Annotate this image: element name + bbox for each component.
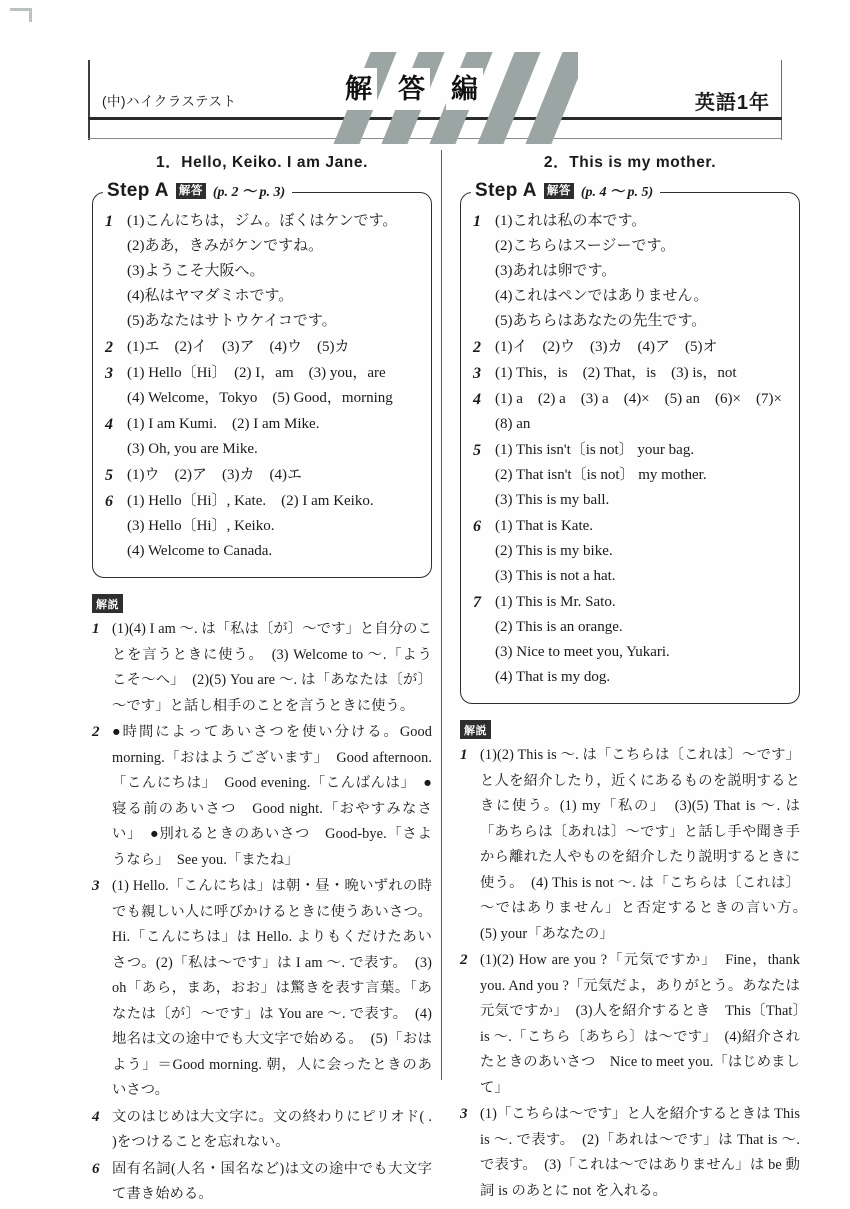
explanation-section [92, 594, 432, 1208]
answer-lines [127, 489, 423, 564]
explanation-text: ●時間によってあいさつを使い分ける。Good morning.「おはようございます」 Good afternoon.「こんにちは」 Good evening.「こんばんは」 ●寝る前のあいさつ Good night.「おやすみなさい」 ●別れるときのあいさつ Good-bye.「さようなら」 See you.「またね」 [112, 724, 432, 868]
unit-title: 1．Hello, Keiko. I am Jane. [155, 154, 368, 171]
answer-line: (1)エ (2)イ (3)ア (4)ウ (5)カ [127, 339, 350, 355]
answer-line: (3) This is not a hat. [495, 568, 616, 584]
answer-line: (1) I am Kumi. (2) I am Mike. [127, 416, 320, 432]
answer-line: (1) This isn't〔is not〕 your bag. [495, 442, 695, 458]
answer-lines [127, 463, 423, 488]
column-left [92, 150, 432, 1209]
answer-line: (5)あなたはサトウケイコです。 [127, 313, 337, 329]
answer-number: 2 [105, 339, 113, 356]
answer-line: (1) That is Kate. [495, 518, 594, 534]
answer-number: 6 [473, 518, 481, 535]
answer-line: (1) This，is (2) That，is (3) is，not [495, 365, 737, 381]
page-header [88, 60, 782, 140]
answer-number: 5 [473, 442, 481, 459]
answer-item [103, 412, 423, 462]
explanation-item [460, 948, 800, 1101]
answer-line: (2) That isn't〔is not〕 my mother. [495, 467, 707, 483]
title-char: 答 [393, 68, 430, 110]
answer-number: 3 [105, 365, 113, 382]
answer-line: (4) That is my dog. [495, 669, 611, 685]
answer-lines [495, 438, 791, 513]
answer-item [103, 335, 423, 360]
answer-number: 4 [473, 391, 481, 408]
answer-lines [495, 514, 791, 589]
explanation-text: (1)「こちらは～です」と人を紹介するときは This is ～. で表す。 (2)「あれは～です」は That is ～. で表す。 (3)「これは～ではありません」は be 動詞 is のあとに not を入れる。 [480, 1106, 801, 1199]
grade-label: 英語1年 [694, 92, 770, 114]
explanation-number: 3 [92, 878, 100, 894]
answer-box-legend [471, 180, 660, 202]
answer-item [471, 438, 791, 513]
answer-item [471, 590, 791, 690]
page-title [340, 68, 483, 110]
answer-line: (3) Nice to meet you, Yukari. [495, 644, 670, 660]
answer-item [103, 463, 423, 488]
answer-line: (2) This is my bike. [495, 543, 613, 559]
answer-number: 5 [105, 467, 113, 484]
page-reference: (p. 4 ～ p. 5) [580, 185, 654, 200]
answer-number: 6 [105, 493, 113, 510]
answer-line: (3)あれは卵です。 [495, 263, 617, 279]
answer-number: 4 [105, 416, 113, 433]
answer-lines [127, 335, 423, 360]
answer-lines [495, 361, 791, 386]
explanation-item [92, 720, 432, 873]
answer-line: (4) Welcome，Tokyo (5) Good，morning [127, 390, 393, 406]
answer-number: 1 [473, 213, 481, 230]
answer-line: (1) Hello〔Hi〕, Kate. (2) I am Keiko. [127, 493, 374, 509]
answer-line: (3) Oh, you are Mike. [127, 441, 258, 457]
column-right [460, 150, 815, 1205]
header-left-rule [88, 60, 90, 140]
answer-item [471, 514, 791, 589]
registration-mark [10, 8, 32, 22]
explanation-item [92, 617, 432, 719]
answer-line: (1)イ (2)ウ (3)カ (4)ア (5)オ [495, 339, 718, 355]
answer-line: (1) This is Mr. Sato. [495, 594, 616, 610]
answer-line: (8) an [495, 416, 531, 432]
explanation-number: 6 [92, 1160, 100, 1177]
explanation-text: (1)(4) I am ～. は「私は〔が〕～です」と自分のことを言うときに使う。 (3) Welcome to ～.「ようこそ～へ」 (2)(5) You are ～. は「あなたは〔が〕～です」と話し相手のことを言うときに使う。 [112, 621, 432, 714]
answer-line: (4)これはペンではありません。 [495, 288, 709, 304]
answer-line: (4)私はヤマダミホです。 [127, 288, 294, 304]
answer-line: (2) This is an orange. [495, 619, 623, 635]
step-label: Step A [107, 180, 169, 201]
answer-line: (3)ようこそ大阪へ。 [127, 263, 265, 279]
title-char: 解 [340, 68, 377, 110]
answer-lines [495, 209, 791, 334]
series-label: (中)ハイクラステスト [102, 94, 237, 109]
explanation-item [92, 874, 432, 1104]
unit-title: 2．This is my mother. [543, 154, 717, 171]
answer-item [103, 489, 423, 564]
answer-item [471, 387, 791, 437]
answer-number: 7 [473, 594, 481, 611]
explanation-item [92, 1105, 432, 1156]
answer-lines [495, 590, 791, 690]
answer-line: (1)ウ (2)ア (3)カ (4)エ [127, 467, 302, 483]
answer-box [92, 180, 432, 578]
explanation-number: 2 [460, 952, 468, 968]
explanation-item [460, 743, 815, 947]
answer-line: (5)あちらはあなたの先生です。 [495, 313, 707, 329]
title-char: 編 [446, 68, 483, 110]
answer-badge: 解答 [176, 183, 206, 199]
answer-item [471, 209, 791, 334]
explanation-badge: 解説 [92, 594, 123, 613]
explanation-number: 1 [460, 747, 468, 763]
answer-line: (1)これは私の本です。 [495, 213, 647, 229]
answer-number: 3 [473, 365, 481, 382]
explanation-text: (1)(2) How are you ?「元気ですか」 Fine，thank you. And you ?「元気だよ，ありがとう。あなたは元気ですか」 (3)人を紹介するとき This〔That〕is ～.「こちら〔あちら〕は～です」 (4)紹介されたときのあいさつ Nice to meet you.「はじめまして」 [480, 952, 800, 1096]
answer-item [103, 209, 423, 334]
answer-box [460, 180, 800, 704]
answer-box-legend [103, 180, 292, 202]
explanation-text: 文のはじめは大文字に。文の終わりにピリオド( . )をつけることを忘れない。 [112, 1108, 432, 1150]
answer-lines [127, 412, 423, 462]
answer-line: (3) Hello〔Hi〕, Keiko. [127, 518, 275, 534]
page-reference: (p. 2 ～ p. 3) [212, 185, 286, 200]
answer-item [471, 335, 791, 360]
explanation-badge: 解説 [460, 720, 491, 739]
answer-line: (1)こんにちは，ジム。ぼくはケンです。 [127, 213, 398, 229]
answer-lines [127, 361, 423, 411]
answer-number: 1 [105, 213, 113, 230]
answer-line: (2)こちらはスージーです。 [495, 238, 676, 254]
answer-item [103, 361, 423, 411]
header-title-banner [328, 52, 578, 144]
answer-badge: 解答 [544, 183, 574, 199]
explanation-text: (1)(2) This is ～. は「こちらは〔これは〕～です」と人を紹介したり，近くにあるものを説明するときに使う。(1) my「私の」 (3)(5) That is ～. は「あちらは〔あれは〕～です」と話し手や聞き手から離れた人やものを紹介したり説明するときに使う。 (4) This is not ～. は「こちらは〔これは〕～ではありません」と否定するときの言い方。 (5) your「あなたの」 [480, 747, 815, 942]
answer-line: (4) Welcome to Canada. [127, 543, 273, 559]
answer-lines [127, 209, 423, 334]
answer-lines [495, 335, 791, 360]
answer-line: (1) a (2) a (3) a (4)× (5) an (6)× (7)× [495, 391, 782, 407]
answer-line: (3) This is my ball. [495, 492, 610, 508]
explanation-number: 1 [92, 621, 100, 637]
explanation-number: 2 [92, 724, 100, 740]
explanation-item [460, 1102, 800, 1204]
answer-lines [495, 387, 791, 437]
answer-item [471, 361, 791, 386]
answer-number: 2 [473, 339, 481, 356]
explanation-number: 3 [460, 1106, 468, 1122]
explanation-number: 4 [92, 1108, 100, 1125]
column-divider [441, 150, 442, 1080]
explanation-section [460, 720, 815, 1204]
step-label: Step A [475, 180, 537, 201]
answer-line: (1) Hello〔Hi〕 (2) I，am (3) you，are [127, 365, 386, 381]
explanation-text: 固有名詞(人名・国名など)は文の途中でも大文字て書き始める。 [112, 1160, 432, 1202]
header-right-rule [781, 60, 782, 140]
answer-line: (2)ああ，きみがケンですね。 [127, 238, 324, 254]
explanation-text: (1) Hello.「こんにちは」は朝・昼・晩いずれの時でも親しい人に呼びかけるときに使うあいさつ。Hi.「こんにちは」は Hello. よりもくだけたあいさつ。(2)「私は～です」は I am ～. で表す。 (3) oh「あら，まあ，おお」は驚きを表す言葉。「あなたは〔が〕～です」は You are ～. で表す。 (4)地名は文の途中でも大文字で始める。 (5)「おはよう」＝Good morning. 朝，人に会ったときのあいさつ。 [112, 878, 432, 1098]
